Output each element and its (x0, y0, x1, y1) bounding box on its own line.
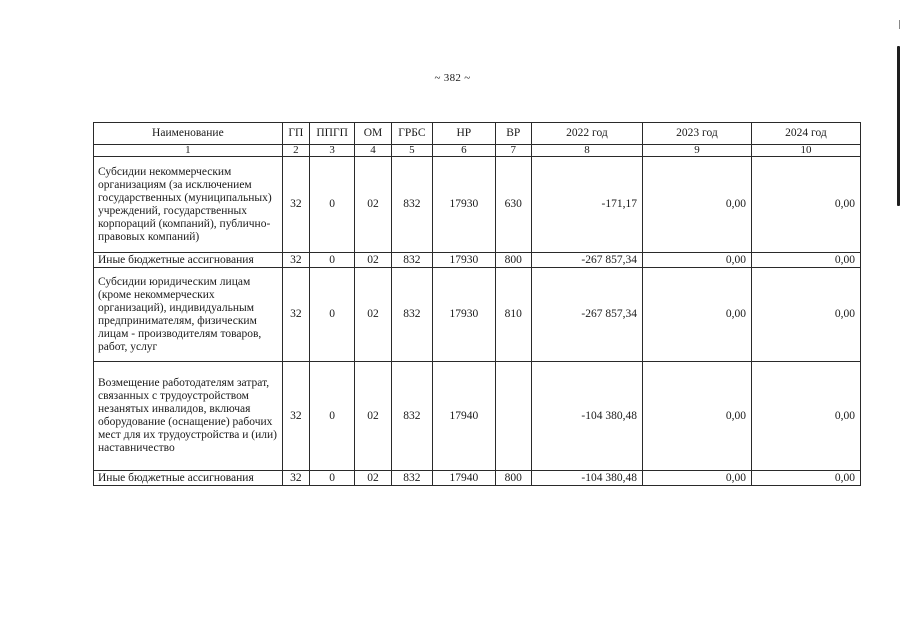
row-name: Субсидии юридическим лицам (кроме некоммерческих организаций), индивидуальным предпринимателям, физическим лицам - производителям товаров, работ, услуг (94, 268, 283, 362)
header-nr: НР (433, 123, 496, 145)
cell-nr: 17930 (433, 253, 496, 268)
cell-2024: 0,00 (751, 471, 860, 486)
cell-vr: 630 (495, 157, 531, 253)
header-name: Наименование (94, 123, 283, 145)
table-row (94, 157, 861, 253)
table-row (94, 362, 861, 471)
cell-vr: 810 (495, 268, 531, 362)
column-index: 8 (531, 145, 642, 157)
cell-vr: 800 (495, 253, 531, 268)
cell-nr: 17940 (433, 362, 496, 471)
cell-2022: -171,17 (531, 157, 642, 253)
header-ppgp: ППГП (309, 123, 354, 145)
column-index: 10 (751, 145, 860, 157)
cell-2022: -104 380,48 (531, 362, 642, 471)
row-name: Возмещение работодателям затрат, связанных с трудоустройством незанятых инвалидов, включая оборудование (оснащение) рабочих мест для их трудоустройства и (или) наставничество (94, 362, 283, 471)
header-om: ОМ (355, 123, 391, 145)
page-number: ~ 382 ~ (434, 72, 471, 84)
header-2024: 2024 год (751, 123, 860, 145)
scan-edge-tick (899, 20, 900, 29)
cell-2023: 0,00 (642, 471, 751, 486)
cell-grbs: 832 (391, 362, 432, 471)
cell-om: 02 (355, 253, 391, 268)
cell-gp: 32 (282, 362, 309, 471)
cell-nr: 17940 (433, 471, 496, 486)
header-row (94, 123, 861, 145)
column-index: 6 (433, 145, 496, 157)
column-index: 3 (309, 145, 354, 157)
cell-nr: 17930 (433, 157, 496, 253)
column-index: 7 (495, 145, 531, 157)
column-index-row (94, 145, 861, 157)
cell-ppgp: 0 (309, 362, 354, 471)
cell-gp: 32 (282, 471, 309, 486)
column-index: 5 (391, 145, 432, 157)
cell-om: 02 (355, 362, 391, 471)
cell-vr (495, 362, 531, 471)
cell-gp: 32 (282, 157, 309, 253)
cell-2024: 0,00 (751, 157, 860, 253)
row-name: Иные бюджетные ассигнования (94, 253, 283, 268)
header-2023: 2023 год (642, 123, 751, 145)
header-grbs: ГРБС (391, 123, 432, 145)
cell-2023: 0,00 (642, 268, 751, 362)
header-gp: ГП (282, 123, 309, 145)
cell-2024: 0,00 (751, 362, 860, 471)
cell-vr: 800 (495, 471, 531, 486)
row-name: Иные бюджетные ассигнования (94, 471, 283, 486)
row-name: Субсидии некоммерческим организациям (за исключением государственных (муниципальных) учреждений, государственных корпораций (компаний), публично-правовых компаний) (94, 157, 283, 253)
cell-om: 02 (355, 471, 391, 486)
cell-2022: -267 857,34 (531, 253, 642, 268)
cell-2023: 0,00 (642, 157, 751, 253)
header-2022: 2022 год (531, 123, 642, 145)
column-index: 4 (355, 145, 391, 157)
column-index: 9 (642, 145, 751, 157)
column-index: 2 (282, 145, 309, 157)
header-vr: ВР (495, 123, 531, 145)
table-row (94, 268, 861, 362)
column-index: 1 (94, 145, 283, 157)
cell-grbs: 832 (391, 253, 432, 268)
cell-2023: 0,00 (642, 253, 751, 268)
cell-grbs: 832 (391, 471, 432, 486)
cell-ppgp: 0 (309, 157, 354, 253)
cell-ppgp: 0 (309, 268, 354, 362)
cell-gp: 32 (282, 253, 309, 268)
budget-table (93, 122, 861, 486)
scan-edge-mark (897, 46, 900, 206)
cell-nr: 17930 (433, 268, 496, 362)
table-row (94, 471, 861, 486)
table-row (94, 253, 861, 268)
cell-2023: 0,00 (642, 362, 751, 471)
cell-2024: 0,00 (751, 268, 860, 362)
cell-ppgp: 0 (309, 471, 354, 486)
cell-2022: -104 380,48 (531, 471, 642, 486)
cell-om: 02 (355, 268, 391, 362)
cell-2022: -267 857,34 (531, 268, 642, 362)
cell-grbs: 832 (391, 157, 432, 253)
cell-ppgp: 0 (309, 253, 354, 268)
cell-grbs: 832 (391, 268, 432, 362)
cell-gp: 32 (282, 268, 309, 362)
cell-om: 02 (355, 157, 391, 253)
cell-2024: 0,00 (751, 253, 860, 268)
